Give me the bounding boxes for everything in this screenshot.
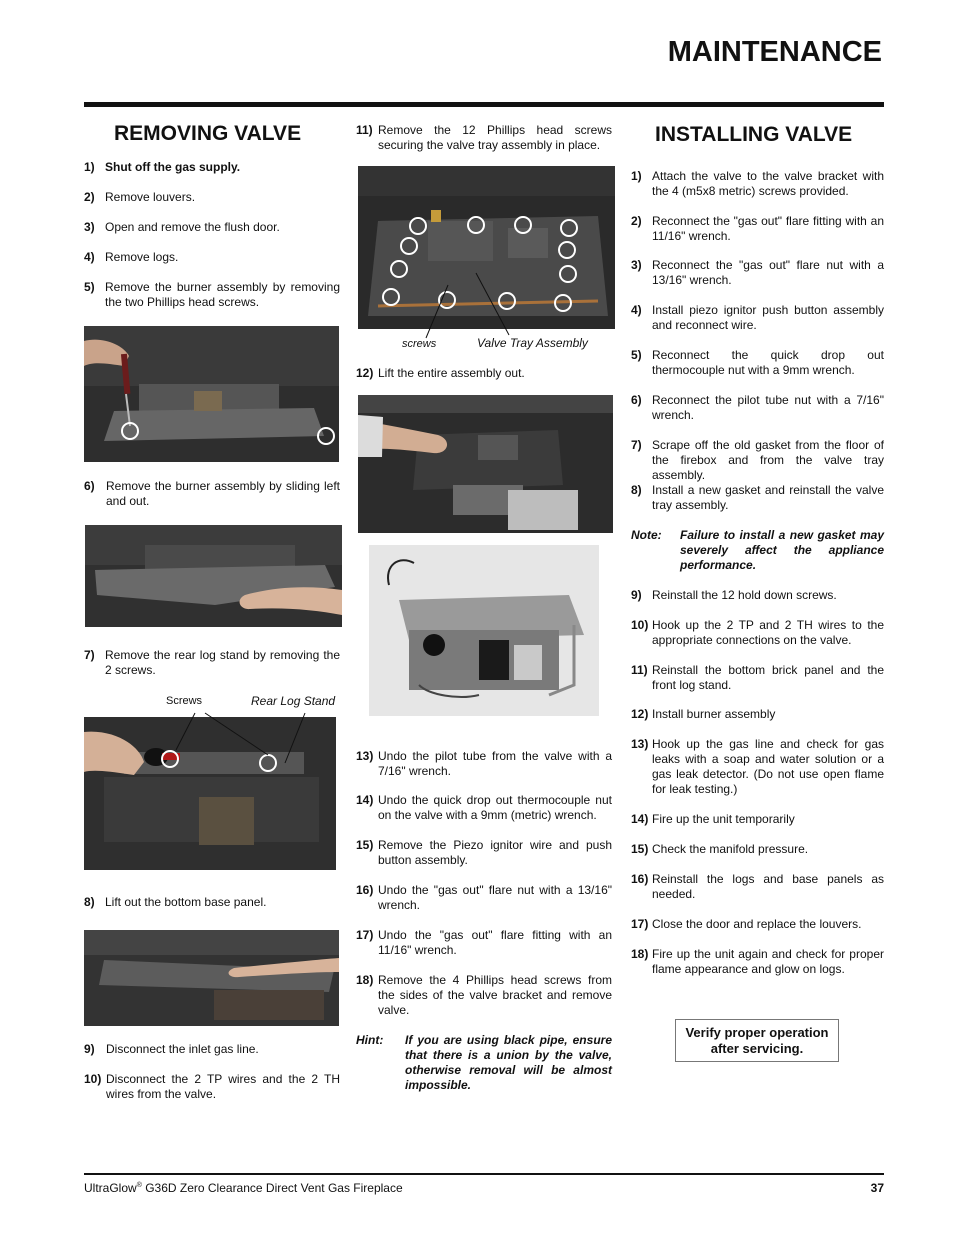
callout-lines-tray: [390, 265, 530, 345]
photo-base-panel: [84, 930, 339, 1026]
page-title: MAINTENANCE: [667, 36, 882, 68]
removing-step-3: 3) Open and remove the flush door.: [84, 220, 280, 234]
installing-step-3: 3) Reconnect the "gas out" flare nut with a 13/16" wrench.: [631, 258, 884, 287]
installing-step-13: 13) Hook up the gas line and check for gas leaks with a soap and water solution or a gas leak detector. (Do not use open flame for leak testing.): [631, 737, 884, 796]
installing-step-5: 5) Reconnect the quick drop out thermocouple nut with a 9mm wrench.: [631, 348, 884, 377]
photo-valve-assembly: [369, 545, 599, 716]
installing-step-7: 7) Scrape off the old gasket from the floor of the firebox and from the valve tray assembly.: [631, 438, 884, 482]
removing-step-1: 1) Shut off the gas supply.: [84, 160, 241, 174]
installing-step-12: 12) Install burner assembly: [631, 707, 776, 721]
installing-step-6: 6) Reconnect the pilot tube nut with a 7/16" wrench.: [631, 393, 884, 422]
removing-step-4: 4) Remove logs.: [84, 250, 179, 264]
hint-block: Hint: If you are using black pipe, ensure that there is a union by the valve, otherwise removal will be almost impossible.: [356, 1033, 612, 1092]
verify-operation-callout: Verify proper operation after servicing.: [675, 1019, 839, 1062]
installing-step-16: 16) Reinstall the logs and base panels as needed.: [631, 872, 884, 901]
installing-step-15: 15) Check the manifold pressure.: [631, 842, 809, 856]
photo-lift-assembly: [358, 395, 613, 533]
installing-step-9: 9) Reinstall the 12 hold down screws.: [631, 588, 837, 602]
installing-step-11: 11) Reinstall the bottom brick panel and the front log stand.: [631, 663, 884, 692]
removing-step-18: 18) Remove the 4 Phillips head screws from the sides of the valve bracket and remove valve.: [356, 973, 612, 1017]
removing-step-12: 12) Lift the entire assembly out.: [356, 366, 525, 380]
installing-step-8: 8) Install a new gasket and reinstall the valve tray assembly.: [631, 483, 884, 512]
label-screws: Screws: [166, 695, 203, 707]
installing-step-14: 14) Fire up the unit temporarily: [631, 812, 795, 826]
installing-step-4: 4) Install piezo ignitor push button assembly and reconnect wire.: [631, 303, 884, 332]
label-valve-tray-assembly: Valve Tray Assembly: [477, 336, 588, 350]
photo-burner-screws: [84, 326, 339, 462]
removing-step-15: 15) Remove the Piezo ignitor wire and push button assembly.: [356, 838, 612, 867]
installing-step-2: 2) Reconnect the "gas out" flare fitting with an 11/16" wrench.: [631, 214, 884, 243]
installing-step-17: 17) Close the door and replace the louvers.: [631, 917, 862, 931]
photo-burner-slide: [85, 525, 342, 627]
page-number: 37: [870, 1181, 884, 1195]
installing-step-10: 10) Hook up the 2 TP and 2 TH wires to the appropriate connections on the valve.: [631, 618, 884, 647]
removing-step-16: 16) Undo the "gas out" flare nut with a 13/16" wrench.: [356, 883, 612, 912]
removing-step-17: 17) Undo the "gas out" flare fitting with an 11/16" wrench.: [356, 928, 612, 957]
installing-step-18: 18) Fire up the unit again and check for proper flame appearance and glow on logs.: [631, 947, 884, 976]
footer-product-name: UltraGlow® G36D Zero Clearance Direct Vent Gas Fireplace: [84, 1181, 403, 1195]
removing-step-8: 8) Lift out the bottom base panel.: [84, 895, 267, 909]
removing-step-7: 7) Remove the rear log stand by removing the 2 screws.: [84, 648, 340, 677]
removing-valve-title: REMOVING VALVE: [114, 122, 302, 145]
installing-step-1: 1) Attach the valve to the valve bracket with the 4 (m5x8 metric) screws provided.: [631, 169, 884, 198]
removing-step-9: 9) Disconnect the inlet gas line.: [84, 1042, 259, 1056]
removing-step-2: 2) Remove louvers.: [84, 190, 196, 204]
removing-step-13: 13) Undo the pilot tube from the valve with a 7/16" wrench.: [356, 749, 612, 778]
installing-valve-title: INSTALLING VALVE: [655, 123, 853, 146]
removing-step-5: 5) Remove the burner assembly by removing the two Phillips head screws.: [84, 280, 340, 309]
label-rear-log-stand: Rear Log Stand: [251, 694, 336, 708]
removing-step-6: 6) Remove the burner assembly by sliding left and out.: [84, 479, 340, 508]
label-screws-tray: screws: [402, 338, 437, 350]
callout-lines-rear: [160, 705, 310, 770]
header-rule: [84, 102, 884, 107]
note-block: Note: Failure to install a new gasket may severely affect the appliance performance.: [631, 528, 884, 572]
footer-rule: [84, 1173, 884, 1175]
removing-step-14: 14) Undo the quick drop out thermocouple nut on the valve with a 9mm (metric) wrench.: [356, 793, 612, 822]
removing-step-11: 11) Remove the 12 Phillips head screws securing the valve tray assembly in place.: [356, 123, 612, 152]
removing-step-10: 10) Disconnect the 2 TP wires and the 2 TH wires from the valve.: [84, 1072, 340, 1101]
